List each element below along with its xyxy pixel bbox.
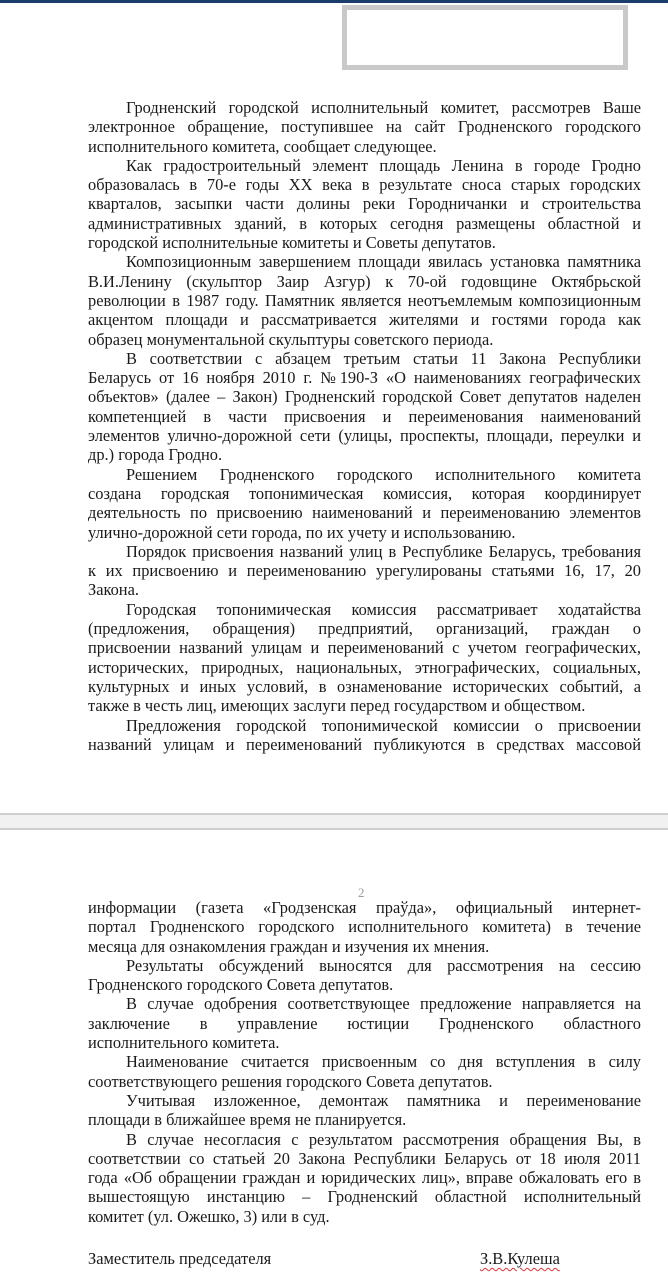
text-line: электронное обращение, поступившее на сайт Гродненского городского xyxy=(88,117,641,137)
text-line: элементов улично-дорожной сети (улицы, проспекты, площади, переулки и xyxy=(88,426,641,446)
text-line: месяца для ознакомления граждан и изучения их мнения. xyxy=(88,936,490,956)
text-line: Наименование считается присвоенным со дня вступления в силу xyxy=(126,1052,641,1072)
text-line: др.) города Гродно. xyxy=(88,445,223,465)
text-line: исторических, природных, национальных, этнографических, социальных, xyxy=(88,657,641,677)
text-line: В случае несогласия с результатом рассмотрения обращения Вы, в xyxy=(126,1129,641,1149)
text-line: исполнительного комитета. xyxy=(88,1033,280,1053)
text-line: заключение в управление юстиции Гродненского областного xyxy=(88,1013,641,1033)
text-line: Порядок присвоения названий улиц в Республике Беларусь, требования xyxy=(126,541,641,561)
text-line: соответствии со статьей 20 Закона Республики Беларусь от 18 июля 2011 xyxy=(88,1148,641,1168)
text-line: революции в 1987 году. Памятник является неотъемлемым композиционным xyxy=(88,290,641,310)
text-line: Городская топонимическая комиссия рассматривает ходатайства xyxy=(126,599,641,619)
signatory-name: З.В.Кулеша xyxy=(480,1249,560,1268)
text-line: образец монументальной скульптуры советского периода. xyxy=(88,329,494,349)
registration-stamp-box xyxy=(342,5,628,70)
text-line: к их присвоению и переименованию урегулированы статьями 16, 17, 20 xyxy=(88,561,641,581)
text-line: В.И.Ленину (скульптор Заир Азгур) к 70-ой годовщине Октябрьской xyxy=(88,271,641,291)
text-line: вышестоящую инстанцию – Гродненский областной исполнительный xyxy=(88,1187,641,1207)
text-line: Учитывая изложенное, демонтаж памятника и переименование xyxy=(126,1090,641,1110)
text-line: также в честь лиц, имеющих заслуги перед государством и обществом. xyxy=(88,696,586,716)
text-line: комитет (ул. Ожешко, 3) или в суд. xyxy=(88,1206,330,1226)
text-line: присвоении названий улицам и переименований с учетом географических, xyxy=(88,638,641,658)
text-line: административных зданий, в которых сегодня размещены областной и xyxy=(88,213,641,233)
text-line: портал Гродненского городского исполнительного комитета) в течение xyxy=(88,917,641,937)
text-line: создана городская топонимическая комиссия, которая координирует xyxy=(88,483,641,503)
text-line: городской исполнительные комитеты и Советы депутатов. xyxy=(88,233,496,253)
text-line: исполнительного комитета, сообщает следующее. xyxy=(88,136,437,156)
text-line: Гродненский городской исполнительный комитет, рассмотрев Ваше xyxy=(126,98,641,117)
page-1-body xyxy=(88,98,641,754)
text-line: кварталов, засыпки части долины реки Городничанки и строительства xyxy=(88,194,641,214)
text-line: деятельность по присвоению наименований и переименованию элементов xyxy=(88,503,641,523)
text-line: В соответствии с абзацем третьим статьи 11 Закона Республики xyxy=(126,348,641,368)
page-break-divider xyxy=(0,813,668,830)
text-line: соответствующего решения городского Совета депутатов. xyxy=(88,1071,493,1091)
page-2-body xyxy=(88,898,641,1226)
page-number: 2 xyxy=(358,885,365,900)
text-line: Гродненского городского Совета депутатов. xyxy=(88,975,394,995)
text-line: Беларусь от 16 ноября 2010 г. №190-З «О наименованиях географических xyxy=(88,368,641,388)
text-line: акцентом площади и рассматривается жителями и гостями города как xyxy=(88,310,641,330)
text-line: В случае одобрения соответствующее предложение направляется на xyxy=(126,994,641,1014)
text-line: культурных и иных условий, в ознаменование исторических событий, а xyxy=(88,676,641,696)
text-line: Как градостроительный элемент площадь Ленина в городе Гродно xyxy=(126,155,641,175)
text-line: объектов» (далее – Закон) Гродненский городской Совет депутатов наделен xyxy=(88,387,641,407)
text-line: образовалась в 70-е годы XX века в результате сноса старых городских xyxy=(88,175,641,195)
text-line: Предложения городской топонимической комиссии о присвоении xyxy=(126,715,641,735)
text-line: площади в ближайшее время не планируется. xyxy=(88,1110,407,1130)
text-line: Композиционным завершением площади явилась установка памятника xyxy=(126,252,641,272)
text-line: года «Об обращении граждан и юридических лиц», вправе обжаловать его в xyxy=(88,1168,641,1188)
text-line: информации (газета «Гродзенская праўда», официальный интернет- xyxy=(88,898,641,917)
text-line: Закона. xyxy=(88,580,139,600)
text-line: Решением Гродненского городского исполнительного комитета xyxy=(126,464,641,484)
text-line: Результаты обсуждений выносятся для рассмотрения на сессию xyxy=(126,955,641,975)
signatory-title: Заместитель председателя xyxy=(88,1249,272,1268)
text-line: названий улицам и переименований публикуются в средствах массовой xyxy=(88,734,641,754)
text-line: улично-дорожной сети города, по их учету и использованию. xyxy=(88,522,516,542)
top-window-bar xyxy=(0,0,668,3)
text-line: (предложения, обращения) предприятий, организаций, граждан о xyxy=(88,619,641,639)
text-line: компетенцией в части присвоения и переименования наименований xyxy=(88,406,641,426)
